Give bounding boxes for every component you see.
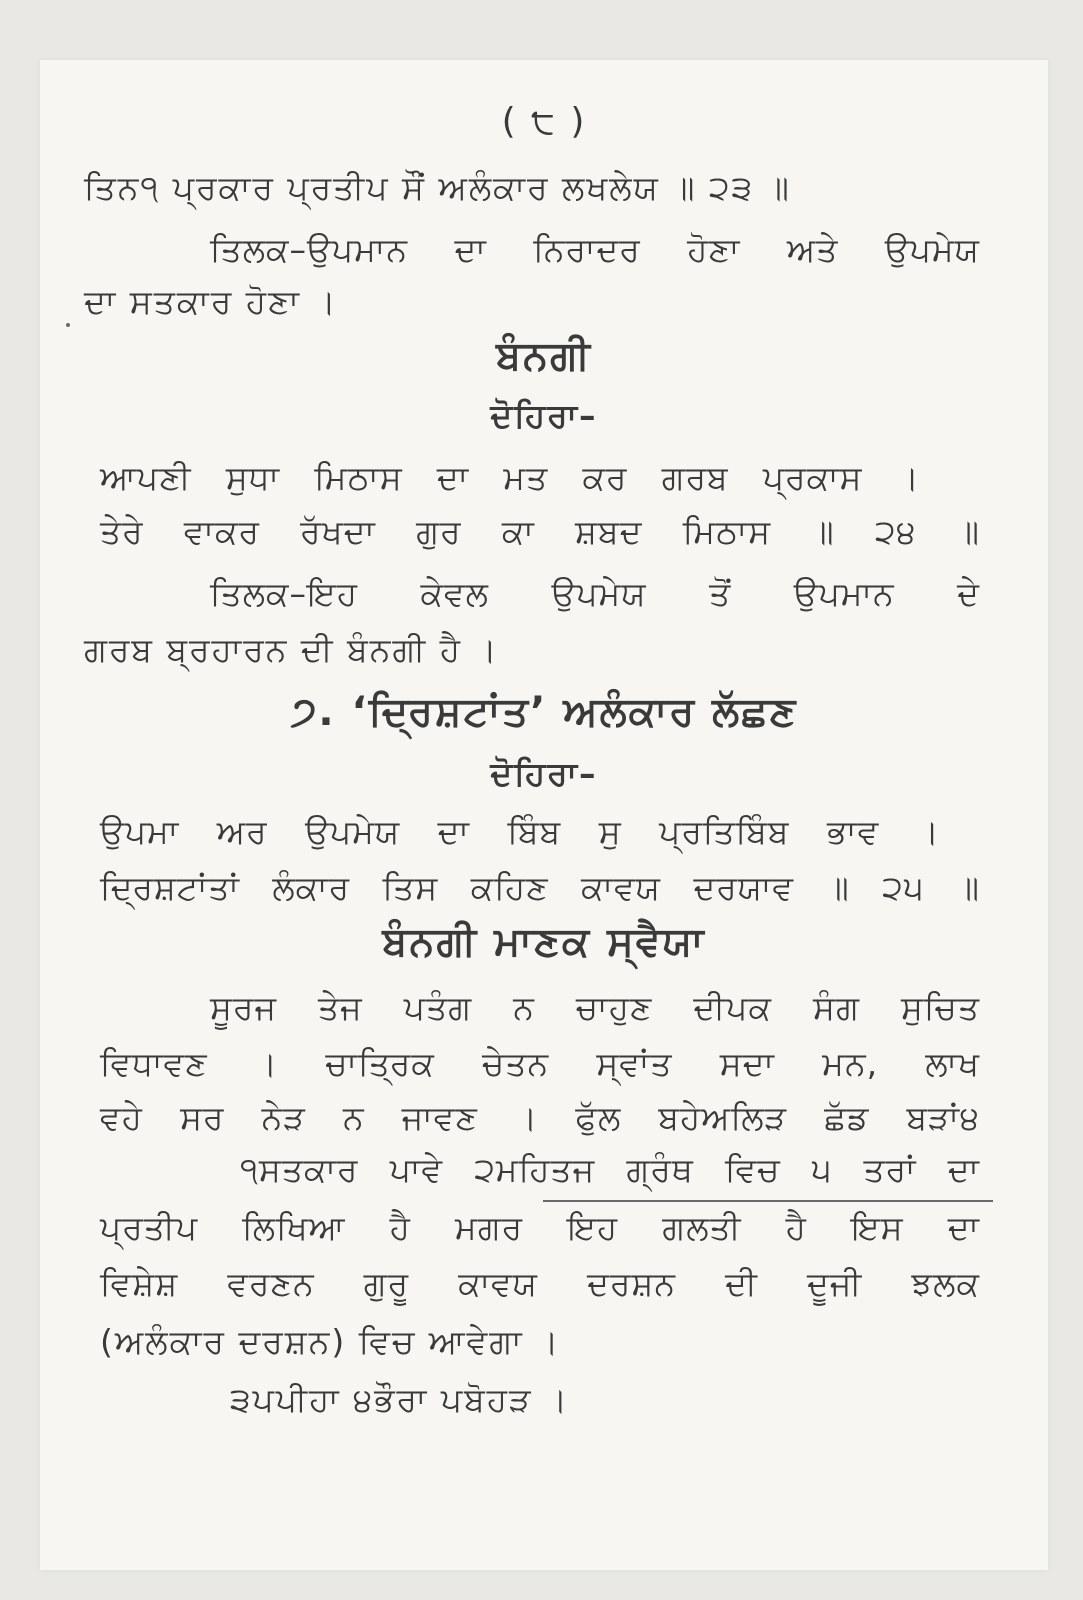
savaiya-line-2: ਵਿਧਾਵਣ । ਚਾਤ੍ਰਿਕ ਚੇਤਨ ਸ੍ਵਾਂਤ ਸਦਾ ਮਨ, ਲਾਖ	[100, 1044, 980, 1083]
footnote-line-2: ਪ੍ਰਤੀਪ ਲਿਖਿਆ ਹੈ ਮਗਰ ਇਹ ਗਲਤੀ ਹੈ ਇਸ ਦਾ	[100, 1208, 980, 1247]
verse-line-3: ਉਪਮਾ ਅਰ ਉਪਮੇਯ ਦਾ ਬਿੰਬ ਸੁ ਪ੍ਰਤਿਬਿੰਬ ਭਾਵ ।	[100, 812, 940, 851]
page-number: ( ੮ )	[501, 101, 587, 142]
savaiya-line-3: ਵਹੇ ਸਰ ਨੇੜ ਨ ਜਾਵਣ । ਫੁੱਲ ਬਹੇਅਲਿੜ ਛੱਡ ਬੜਾਂ੪	[100, 1098, 980, 1137]
verse-line-23: ਤਿਨ੧ ਪ੍ਰਕਾਰ ਪ੍ਰਤੀਪ ਸੌਂ ਅਲੰਕਾਰ ਲਖਲੇਯ ॥ ੨੩ ॥	[84, 168, 791, 207]
book-page	[40, 60, 1048, 1570]
tilak-line-4: ਗਰਬ ਬ੍ਰਹਾਰਨ ਦੀ ਬੰਨਗੀ ਹੈ ।	[84, 630, 499, 669]
ink-speck	[66, 323, 70, 327]
tilak-line-3: ਤਿਲਕ–ਇਹ ਕੇਵਲ ਉਪਮੇਯ ਤੋਂ ਉਪਮਾਨ ਦੇ	[210, 574, 980, 613]
dohira-label-2: ਦੋਹਿਰਾ–	[490, 754, 598, 793]
footnote-divider	[543, 1200, 993, 1202]
tilak-line-1: ਤਿਲਕ–ਉਪਮਾਨ ਦਾ ਨਿਰਾਦਰ ਹੋਣਾ ਅਤੇ ਉਪਮੇਯ	[210, 230, 980, 269]
tilak-line-2: ਦਾ ਸਤਕਾਰ ਹੋਣਾ ।	[84, 282, 338, 321]
verse-line-25: ਦ੍ਰਿਸ਼ਟਾਂਤਾਂ ਲੰਕਾਰ ਤਿਸ ਕਹਿਣ ਕਾਵਯ ਦਰਯਾਵ ॥ ੨੫ ॥	[100, 868, 980, 907]
footnote-line-5: ੩ਪਪੀਹਾ ੪ਭੌਰਾ ਪਬੋਹੜ ।	[230, 1380, 570, 1419]
section-heading-bannagi: ਬੰਨਗੀ	[496, 333, 592, 379]
verse-line-24: ਤੇਰੇ ਵਾਕਰ ਰੱਖਦਾ ਗੁਰ ਕਾ ਸ਼ਬਦ ਮਿਠਾਸ ॥ ੨੪ ॥	[100, 512, 980, 551]
savaiya-line-1: ਸੂਰਜ ਤੇਜ ਪਤੰਗ ਨ ਚਾਹੁਣ ਦੀਪਕ ਸੰਗ ਸੁਚਿਤ	[210, 988, 980, 1027]
verse-line-1: ਆਪਣੀ ਸੁਧਾ ਮਿਠਾਸ ਦਾ ਮਤ ਕਰ ਗਰਬ ਪ੍ਰਕਾਸ ।	[100, 458, 920, 497]
footnote-line-3: ਵਿਸ਼ੇਸ਼ ਵਰਣਨ ਗੁਰੂ ਕਾਵਯ ਦਰਸ਼ਨ ਦੀ ਦੂਜੀ ਝਲਕ	[100, 1264, 980, 1303]
footnote-line-1: ੧ਸਤਕਾਰ ਪਾਵੇ ੨ਮਹਿਤਜ ਗ੍ਰੰਥ ਵਿਚ ੫ ਤਰਾਂ ਦਾ	[240, 1150, 980, 1189]
section-heading-savaiya: ਬੰਨਗੀ ਮਾਣਕ ਸ੍ਵੈਯਾ	[382, 919, 706, 965]
dohira-label-1: ਦੋਹਿਰਾ–	[490, 396, 598, 435]
footnote-line-4: (ਅਲੰਕਾਰ ਦਰਸ਼ਨ) ਵਿਚ ਆਵੇਗਾ ।	[100, 1322, 561, 1361]
section-heading-drishtant: ੭. ‘ਦ੍ਰਿਸ਼ਟਾਂਤ’ ਅਲੰਕਾਰ ਲੱਛਣ	[290, 689, 798, 735]
